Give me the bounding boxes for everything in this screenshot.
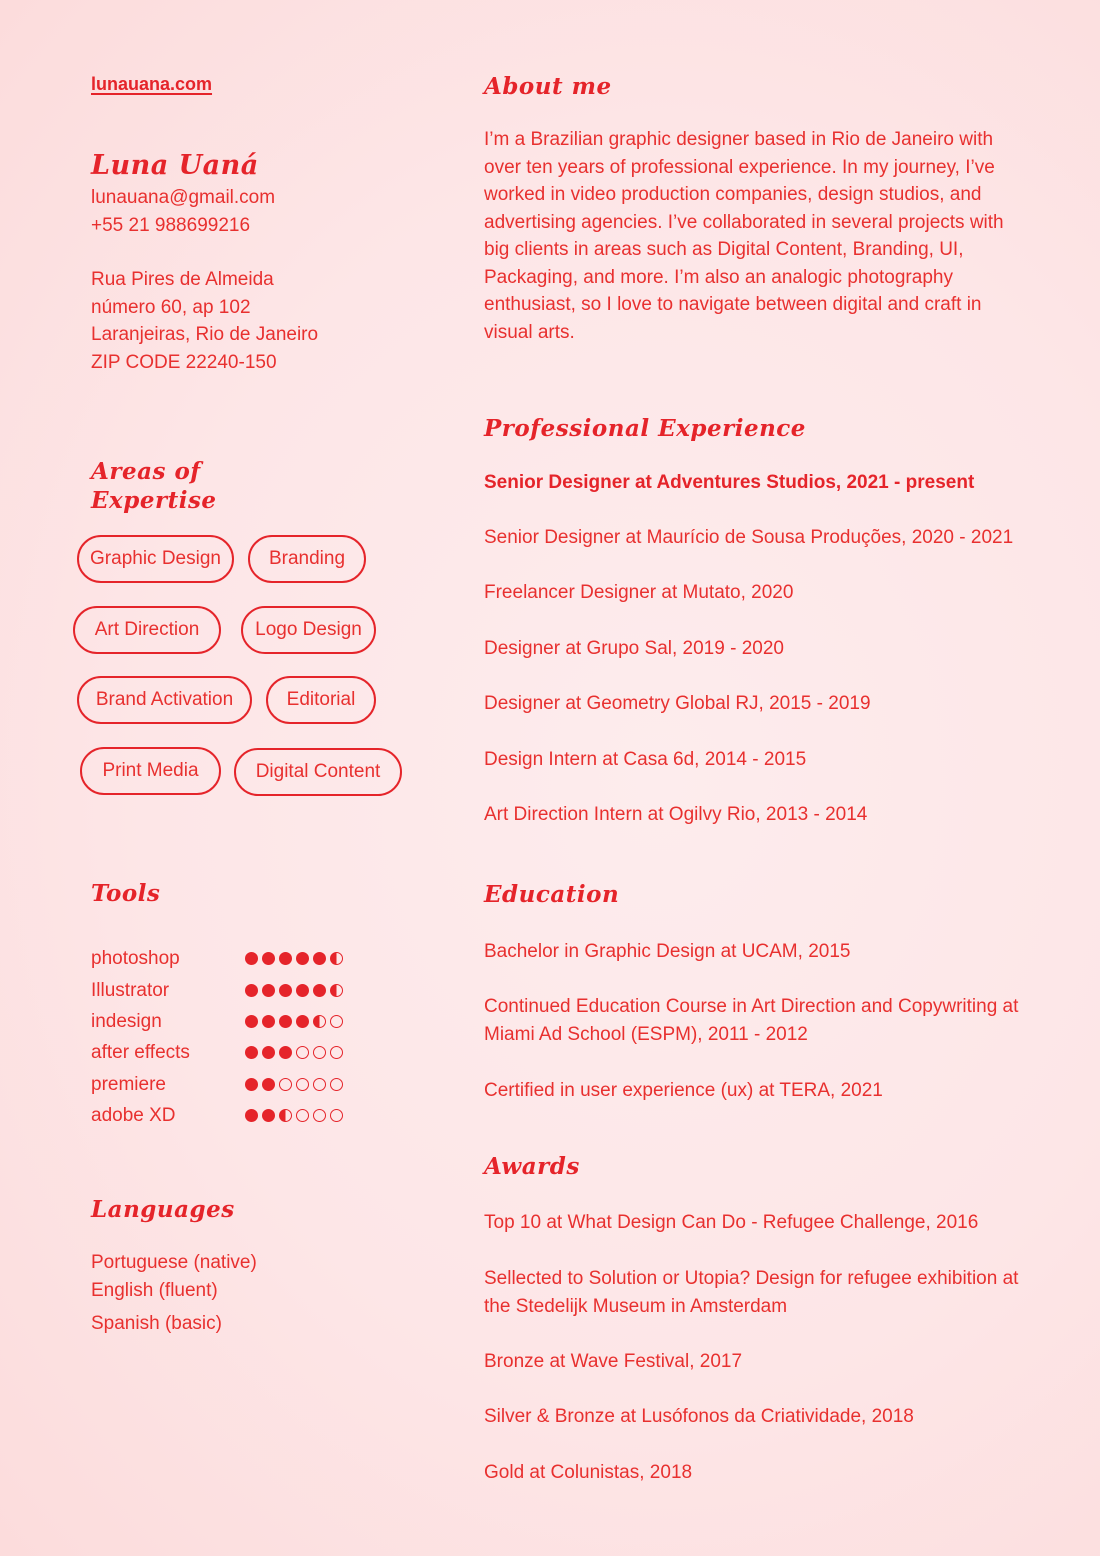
skill-rating [245, 1015, 343, 1028]
about-text: I’m a Brazilian graphic designer based in Rio de Janeiro with over ten years of professional experience. In my journey, I’ve worked in video production companies, design studios, and advertising agencies. I’ve collaborated in several projects with big clients in areas such as Digital Content, Branding, UI, Packaging, and more. I’m also an analogic photography enthusiast, so I love to navigate between digital and craft in visual arts. [484, 129, 1004, 343]
experience-item: Art Direction Intern at Ogilvy Rio, 2013 - 2014 [484, 804, 868, 825]
rating-dot-full-icon [279, 1015, 292, 1028]
expertise-heading-line: Areas of [91, 458, 201, 485]
tool-row [91, 1069, 351, 1100]
address [91, 266, 318, 376]
rating-dot-half-icon [330, 952, 343, 965]
tool-row [91, 975, 351, 1006]
rating-dot-empty-icon [296, 1078, 309, 1091]
languages-list [91, 1249, 257, 1338]
tool-name: indesign [91, 1010, 162, 1032]
rating-dot-full-icon [313, 952, 326, 965]
skill-rating [245, 1109, 343, 1122]
address-line: Rua Pires de Almeida [91, 269, 274, 290]
contact-info [91, 184, 275, 239]
rating-dot-full-icon [296, 952, 309, 965]
award-item: Sellected to Solution or Utopia? Design for refugee exhibition at the Stedelijk Museum in Amsterdam [484, 1268, 1019, 1317]
expertise-heading-line: Expertise [91, 487, 217, 514]
tool-row [91, 1037, 351, 1068]
address-line: Laranjeiras, Rio de Janeiro [91, 324, 319, 345]
rating-dot-full-icon [313, 984, 326, 997]
tag-art-direction: Art Direction [73, 606, 221, 654]
rating-dot-full-icon [279, 984, 292, 997]
rating-dot-empty-icon [330, 1078, 343, 1091]
rating-dot-empty-icon [313, 1078, 326, 1091]
website-link[interactable]: lunauana.com [91, 74, 213, 94]
tool-name: adobe XD [91, 1104, 176, 1126]
education-item: Certified in user experience (ux) at TERA, 2021 [484, 1080, 883, 1101]
rating-dot-full-icon [245, 1015, 258, 1028]
rating-dot-empty-icon [296, 1109, 309, 1122]
education-item: Continued Education Course in Art Direction and Copywriting at Miami Ad School (ESPM), 2011 - 2012 [484, 996, 1019, 1045]
rating-dot-empty-icon [313, 1109, 326, 1122]
address-line: número 60, ap 102 [91, 296, 251, 318]
awards-heading: Awards [484, 1153, 580, 1180]
rating-dot-full-icon [296, 984, 309, 997]
rating-dot-full-icon [262, 984, 275, 997]
skill-rating [245, 952, 343, 965]
person-name: Luna Uaná [91, 150, 259, 181]
tool-name: photoshop [91, 947, 180, 969]
rating-dot-full-icon [245, 1078, 258, 1091]
tool-name: after effects [91, 1041, 190, 1063]
award-item: Bronze at Wave Festival, 2017 [484, 1351, 743, 1372]
address-line: ZIP CODE 22240-150 [91, 351, 277, 373]
tag-graphic-design: Graphic Design [77, 535, 234, 583]
skill-rating [245, 1078, 343, 1091]
rating-dot-half-icon [313, 1015, 326, 1028]
rating-dot-full-icon [262, 1015, 275, 1028]
experience-item-current: Senior Designer at Adventures Studios, 2021 - present [484, 472, 975, 493]
education-heading: Education [484, 881, 620, 908]
language-item: Portuguese (native) [91, 1252, 257, 1273]
rating-dot-full-icon [245, 1109, 258, 1122]
experience-item: Designer at Grupo Sal, 2019 - 2020 [484, 638, 784, 659]
rating-dot-empty-icon [330, 1046, 343, 1059]
rating-dot-empty-icon [313, 1046, 326, 1059]
tag-digital-content: Digital Content [234, 748, 402, 796]
email[interactable]: lunauana@gmail.com [91, 187, 276, 208]
languages-heading: Languages [91, 1196, 235, 1223]
tag-branding: Branding [248, 535, 366, 583]
language-item: English (fluent) [91, 1279, 218, 1301]
tool-row [91, 943, 351, 974]
rating-dot-empty-icon [330, 1015, 343, 1028]
rating-dot-full-icon [262, 1109, 275, 1122]
tool-name: premiere [91, 1073, 166, 1095]
tag-editorial: Editorial [266, 676, 376, 724]
tool-row [91, 1006, 351, 1037]
tag-logo-design: Logo Design [241, 606, 376, 654]
rating-dot-full-icon [245, 952, 258, 965]
expertise-heading [91, 457, 217, 515]
rating-dot-full-icon [262, 1078, 275, 1091]
tools-heading: Tools [91, 880, 161, 907]
phone: +55 21 988699216 [91, 214, 251, 236]
experience-item: Senior Designer at Maurício de Sousa Produções, 2020 - 2021 [484, 527, 1014, 548]
rating-dot-full-icon [279, 1046, 292, 1059]
award-item: Gold at Colunistas, 2018 [484, 1462, 693, 1483]
experience-heading: Professional Experience [484, 415, 806, 442]
rating-dot-full-icon [262, 952, 275, 965]
skill-rating [245, 1046, 343, 1059]
tool-name: Illustrator [91, 979, 170, 1001]
award-item: Top 10 at What Design Can Do - Refugee Challenge, 2016 [484, 1212, 979, 1233]
rating-dot-full-icon [245, 984, 258, 997]
skill-rating [245, 984, 343, 997]
about-heading: About me [484, 73, 612, 100]
rating-dot-empty-icon [296, 1046, 309, 1059]
tool-row [91, 1100, 351, 1131]
rating-dot-full-icon [262, 1046, 275, 1059]
rating-dot-half-icon [279, 1109, 292, 1122]
rating-dot-half-icon [330, 984, 343, 997]
language-item: Spanish (basic) [91, 1313, 222, 1334]
rating-dot-empty-icon [330, 1109, 343, 1122]
rating-dot-full-icon [296, 1015, 309, 1028]
rating-dot-empty-icon [279, 1078, 292, 1091]
tag-brand-activation: Brand Activation [77, 676, 252, 724]
rating-dot-full-icon [279, 952, 292, 965]
education-item: Bachelor in Graphic Design at UCAM, 2015 [484, 941, 851, 962]
award-item: Silver & Bronze at Lusófonos da Criatividade, 2018 [484, 1406, 914, 1427]
tag-print-media: Print Media [80, 747, 221, 795]
experience-item: Design Intern at Casa 6d, 2014 - 2015 [484, 749, 807, 770]
experience-item: Designer at Geometry Global RJ, 2015 - 2019 [484, 693, 871, 714]
experience-item: Freelancer Designer at Mutato, 2020 [484, 582, 794, 603]
rating-dot-full-icon [245, 1046, 258, 1059]
